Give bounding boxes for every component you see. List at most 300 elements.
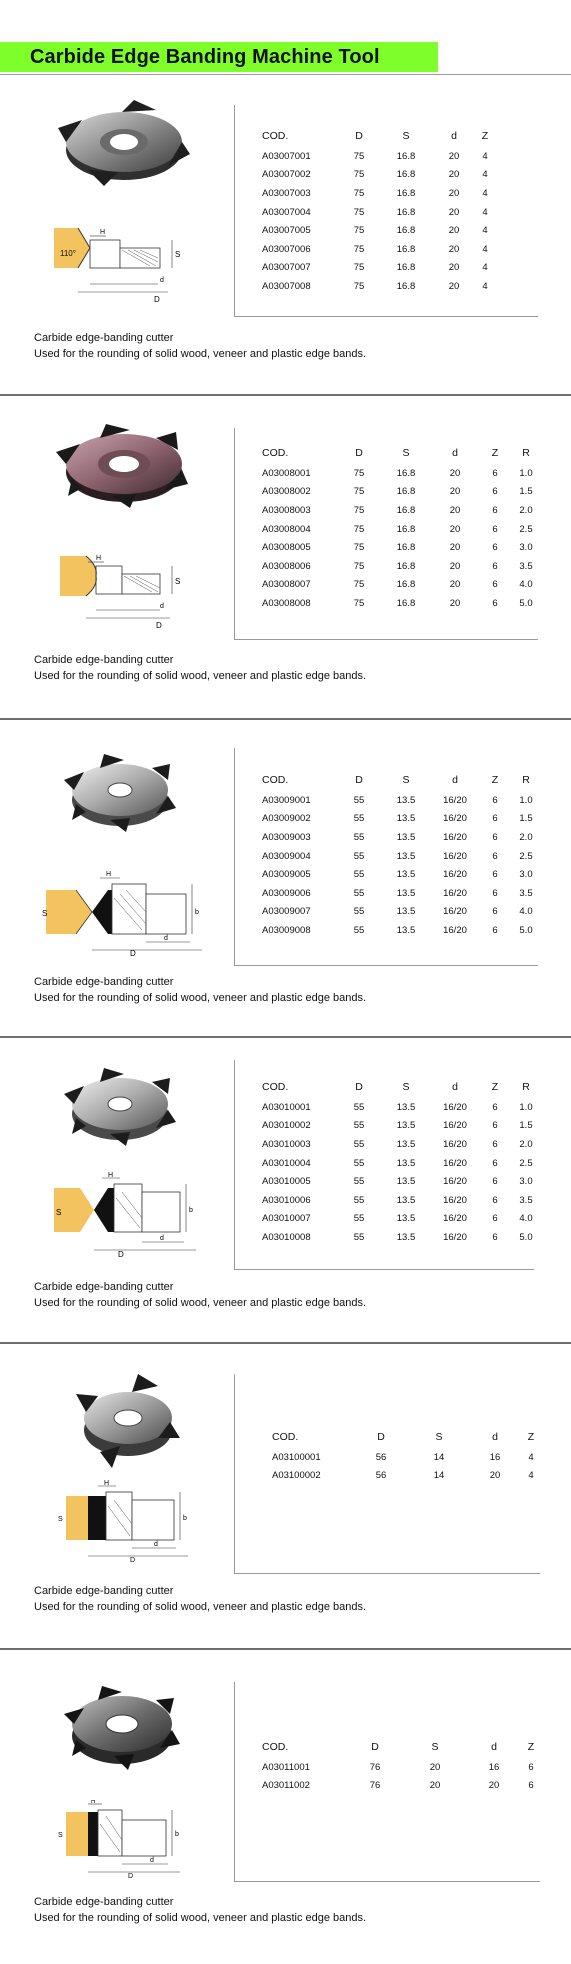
- cell: 75: [353, 504, 365, 516]
- cell: 20: [449, 560, 461, 572]
- col-header: Z: [527, 1741, 535, 1753]
- col-header: D: [355, 130, 363, 142]
- cell: 16/20: [443, 1101, 467, 1113]
- table-row: [262, 1117, 540, 1136]
- cell: A03009006: [262, 887, 311, 899]
- b-label: b: [175, 1831, 179, 1838]
- cell: 16/20: [443, 1213, 467, 1225]
- cell: 6: [492, 579, 498, 591]
- cell: 55: [353, 1157, 365, 1169]
- cell: 55: [353, 850, 365, 862]
- cell: A03010008: [262, 1231, 311, 1243]
- s-label: S: [175, 577, 181, 586]
- cell: 20: [448, 169, 460, 181]
- table-row: [262, 828, 540, 847]
- cell: 13.5: [396, 924, 416, 936]
- row-divider: [234, 639, 538, 640]
- col-header: D: [355, 774, 363, 786]
- cell: 2.5: [519, 1157, 533, 1169]
- cell: 75: [353, 560, 365, 572]
- col-header: R: [522, 1081, 530, 1093]
- cell: 16/20: [443, 1138, 467, 1150]
- row-divider: [234, 1269, 534, 1270]
- cell: A03010001: [262, 1101, 311, 1113]
- col-header: S: [402, 1081, 410, 1093]
- spec-table: [262, 769, 540, 940]
- cell: 13.5: [396, 1213, 416, 1225]
- cell: 16.8: [396, 225, 416, 237]
- cell: A03010006: [262, 1194, 311, 1206]
- cell: 13.5: [396, 813, 416, 825]
- table-row: [262, 847, 540, 866]
- cell: 4: [482, 169, 488, 181]
- cell: 6: [528, 1780, 534, 1792]
- cell: 75: [353, 467, 365, 479]
- cell: 6: [492, 1101, 498, 1113]
- cell: 3.0: [519, 869, 533, 881]
- profile-diagram: [56, 1800, 206, 1878]
- cell: A03008008: [262, 597, 311, 609]
- cell: 20: [429, 1761, 441, 1773]
- table-row: [262, 184, 494, 203]
- description-text: Used for the rounding of solid wood, veneer and plastic edge bands.: [34, 1600, 367, 1613]
- table-row: [262, 1098, 540, 1117]
- table-row: [262, 1154, 540, 1173]
- cell: 56: [375, 1451, 387, 1463]
- cell: 16/20: [443, 924, 467, 936]
- cell: 6: [492, 1176, 498, 1188]
- cell: 55: [353, 831, 365, 843]
- cutter-6-teeth-image: [62, 1684, 182, 1772]
- cell: 20: [489, 1470, 501, 1482]
- table-row: [262, 277, 494, 296]
- cell: 75: [353, 187, 365, 199]
- cell: 3.5: [519, 1194, 533, 1206]
- cell: A03008006: [262, 560, 311, 572]
- cell: 1.5: [519, 1120, 533, 1132]
- cell: A03007002: [262, 169, 311, 181]
- cell: 16.8: [396, 579, 416, 591]
- cell: 56: [375, 1470, 387, 1482]
- col-header: S: [402, 447, 410, 459]
- table-row: [262, 1135, 540, 1154]
- profile-diagram: [58, 1480, 208, 1562]
- cell: 20: [448, 187, 460, 199]
- d-large-label: D: [118, 1250, 124, 1258]
- d-small-label: d: [154, 1541, 158, 1548]
- col-header: Z: [491, 447, 499, 459]
- table-row: [262, 538, 540, 557]
- cell: 16: [489, 1451, 501, 1463]
- cutter-6-teeth-image: [60, 750, 180, 835]
- cell: A03010005: [262, 1176, 311, 1188]
- cell: A03010007: [262, 1213, 311, 1225]
- cell: 55: [353, 906, 365, 918]
- cell: 6: [492, 906, 498, 918]
- cell: 55: [353, 1101, 365, 1113]
- table-row: [262, 1191, 540, 1210]
- description-text: Used for the rounding of solid wood, veneer and plastic edge bands.: [34, 669, 367, 682]
- cell: 4: [528, 1451, 534, 1463]
- cell: A03009004: [262, 850, 311, 862]
- col-header: COD.: [272, 1431, 299, 1443]
- cell: 55: [353, 1176, 365, 1188]
- h-label: H: [96, 555, 102, 562]
- cell: 6: [492, 597, 498, 609]
- cell: 5.0: [519, 1231, 533, 1243]
- table-row: [262, 240, 494, 259]
- cell: A03008004: [262, 523, 311, 535]
- table-row: [262, 594, 540, 613]
- cell: 6: [492, 560, 498, 572]
- cell: A03009002: [262, 813, 311, 825]
- cell: 20: [448, 243, 460, 255]
- product-description: [34, 331, 366, 362]
- cell: 16/20: [443, 1194, 467, 1206]
- cell: 16.8: [396, 262, 416, 274]
- cell: 75: [353, 542, 365, 554]
- cell: 20: [449, 523, 461, 535]
- cell: A03008003: [262, 504, 311, 516]
- col-header: S: [435, 1431, 443, 1443]
- cell: 16/20: [443, 887, 467, 899]
- cell: 6: [492, 1157, 498, 1169]
- d-large-label: D: [130, 949, 136, 956]
- cell: 3.0: [519, 1176, 533, 1188]
- column-divider: [234, 428, 235, 640]
- cell: A03009005: [262, 869, 311, 881]
- section-divider: [0, 394, 571, 396]
- cell: 6: [492, 1231, 498, 1243]
- cell: 4: [482, 206, 488, 218]
- cell: 6: [492, 869, 498, 881]
- col-header: Z: [527, 1431, 535, 1443]
- spec-table: [262, 1736, 540, 1795]
- cell: 1.5: [519, 813, 533, 825]
- table-header-row: [262, 442, 540, 464]
- cell: 2.0: [519, 504, 533, 516]
- col-header: Z: [481, 130, 489, 142]
- cell: 16/20: [443, 794, 467, 806]
- spec-table: [272, 1426, 540, 1485]
- spec-table: [262, 442, 540, 613]
- cell: 1.5: [519, 486, 533, 498]
- cell: 16.8: [396, 597, 416, 609]
- description-title: Carbide edge-banding cutter: [34, 654, 174, 666]
- cell: 16.8: [396, 206, 416, 218]
- cell: 16/20: [443, 1157, 467, 1169]
- cell: 6: [492, 1194, 498, 1206]
- col-header: COD.: [262, 1081, 289, 1093]
- table-row: [262, 221, 494, 240]
- cell: 1.0: [519, 467, 533, 479]
- table-row: [262, 203, 494, 222]
- cell: 4.0: [519, 579, 533, 591]
- s-label: S: [58, 1832, 63, 1839]
- row-divider: [234, 316, 538, 317]
- description-text: Used for the rounding of solid wood, veneer and plastic edge bands.: [34, 1296, 367, 1309]
- cell: 75: [353, 523, 365, 535]
- cell: 16.8: [396, 542, 416, 554]
- column-divider: [234, 1060, 235, 1270]
- description-text: Used for the rounding of solid wood, veneer and plastic edge bands.: [34, 347, 367, 360]
- cell: 4.0: [519, 1213, 533, 1225]
- cell: 16.8: [396, 560, 416, 572]
- cell: 20: [488, 1780, 500, 1792]
- cell: 20: [449, 579, 461, 591]
- cell: 4: [482, 187, 488, 199]
- d-small-label: d: [160, 277, 164, 284]
- description-text: Used for the rounding of solid wood, veneer and plastic edge bands.: [34, 1911, 367, 1924]
- table-row: [272, 1467, 540, 1486]
- col-header: Z: [491, 1081, 499, 1093]
- cell: 13.5: [396, 1194, 416, 1206]
- table-row: [262, 1172, 540, 1191]
- h-label: H: [108, 1172, 114, 1179]
- cell: 16/20: [443, 906, 467, 918]
- cell: 13.5: [396, 1231, 416, 1243]
- table-row: [262, 576, 540, 595]
- h-label: H: [104, 1480, 110, 1487]
- h-label: H: [100, 229, 106, 236]
- cell: 55: [353, 794, 365, 806]
- cell: 14: [433, 1451, 445, 1463]
- cell: 2.0: [519, 1138, 533, 1150]
- cell: 20: [448, 206, 460, 218]
- table-header-row: [262, 1736, 540, 1758]
- cell: 6: [492, 467, 498, 479]
- s-label: S: [42, 909, 48, 918]
- table-row: [262, 1210, 540, 1229]
- cell: 55: [353, 1213, 365, 1225]
- cell: A03007008: [262, 280, 311, 292]
- cell: 6: [492, 542, 498, 554]
- cell: 4: [482, 280, 488, 292]
- cell: 4: [482, 262, 488, 274]
- cell: 75: [353, 206, 365, 218]
- cell: A03100002: [272, 1470, 321, 1482]
- d-large-label: D: [128, 1873, 134, 1878]
- cell: 13.5: [396, 887, 416, 899]
- profile-diagram: [56, 552, 196, 632]
- cell: 4: [482, 243, 488, 255]
- table-row: [262, 865, 540, 884]
- cell: 16.8: [396, 280, 416, 292]
- col-header: D: [371, 1741, 379, 1753]
- description-text: Used for the rounding of solid wood, veneer and plastic edge bands.: [34, 991, 367, 1004]
- cell: 13.5: [396, 1176, 416, 1188]
- spec-table: [262, 125, 494, 296]
- cell: 75: [353, 597, 365, 609]
- cell: A03009001: [262, 794, 311, 806]
- cell: 16.8: [396, 467, 416, 479]
- profile-diagram: [50, 226, 190, 306]
- section-divider: [0, 1648, 571, 1650]
- cell: 5.0: [519, 597, 533, 609]
- cell: 13.5: [396, 831, 416, 843]
- cell: 13.5: [396, 1157, 416, 1169]
- table-row: [262, 903, 540, 922]
- cell: A03009008: [262, 924, 311, 936]
- table-row: [262, 921, 540, 940]
- section-divider: [0, 1036, 571, 1038]
- cell: 16/20: [443, 1120, 467, 1132]
- col-header: d: [452, 1081, 458, 1093]
- description-title: Carbide edge-banding cutter: [34, 332, 174, 344]
- cell: 16/20: [443, 1231, 467, 1243]
- cell: 6: [492, 1120, 498, 1132]
- product-description: [34, 1280, 366, 1311]
- table-header-row: [262, 769, 540, 791]
- table-header-row: [272, 1426, 540, 1448]
- cell: 6: [492, 924, 498, 936]
- col-header: R: [522, 774, 530, 786]
- cell: 1.0: [519, 1101, 533, 1113]
- cell: 75: [353, 579, 365, 591]
- section-divider: [0, 1342, 571, 1344]
- cell: 16.8: [396, 169, 416, 181]
- b-label: b: [189, 1207, 193, 1214]
- description-title: Carbide edge-banding cutter: [34, 976, 174, 988]
- cell: 76: [369, 1761, 381, 1773]
- col-header: d: [452, 447, 458, 459]
- col-header: S: [402, 774, 410, 786]
- cell: 75: [353, 280, 365, 292]
- cell: 55: [353, 813, 365, 825]
- table-header-row: [262, 125, 494, 147]
- cell: A03007007: [262, 262, 311, 274]
- cell: 16/20: [443, 831, 467, 843]
- cell: A03010003: [262, 1138, 311, 1150]
- description-title: Carbide edge-banding cutter: [34, 1281, 174, 1293]
- cell: 4: [482, 150, 488, 162]
- col-header: d: [492, 1431, 498, 1443]
- cutter-coated-image: [52, 420, 192, 515]
- cell: 1.0: [519, 794, 533, 806]
- cell: 20: [449, 542, 461, 554]
- col-header: D: [355, 1081, 363, 1093]
- cell: A03010002: [262, 1120, 311, 1132]
- d-small-label: d: [164, 935, 168, 942]
- col-header: d: [451, 130, 457, 142]
- header-divider: [0, 74, 571, 75]
- cell: 20: [449, 597, 461, 609]
- cell: 20: [448, 150, 460, 162]
- table-row: [262, 884, 540, 903]
- cell: 13.5: [396, 1138, 416, 1150]
- column-divider: [234, 748, 235, 966]
- row-divider: [234, 965, 538, 966]
- cell: 6: [492, 831, 498, 843]
- cell: 6: [492, 486, 498, 498]
- table-row: [262, 501, 540, 520]
- table-row: [262, 147, 494, 166]
- col-header: COD.: [262, 447, 289, 459]
- cell: 13.5: [396, 850, 416, 862]
- table-row: [262, 520, 540, 539]
- product-description: [34, 1584, 366, 1615]
- section-divider: [0, 718, 571, 720]
- table-row: [262, 1758, 540, 1777]
- cell: 20: [448, 262, 460, 274]
- d-large-label: D: [156, 621, 162, 630]
- cell: 2.0: [519, 831, 533, 843]
- s-label: S: [56, 1208, 62, 1217]
- description-title: Carbide edge-banding cutter: [34, 1896, 174, 1908]
- profile-diagram: [42, 870, 212, 956]
- cell: 13.5: [396, 1101, 416, 1113]
- cell: 55: [353, 887, 365, 899]
- d-large-label: D: [130, 1557, 136, 1562]
- product-description: [34, 653, 366, 684]
- cell: 16.8: [396, 243, 416, 255]
- cell: 6: [492, 504, 498, 516]
- table-row: [262, 166, 494, 185]
- product-description: [34, 975, 366, 1006]
- cell: 76: [369, 1780, 381, 1792]
- col-header: COD.: [262, 1741, 289, 1753]
- column-divider: [234, 105, 235, 317]
- h-label: H: [106, 871, 112, 878]
- cell: 55: [353, 924, 365, 936]
- cutter-4-teeth-image: [52, 98, 192, 193]
- cell: 4: [482, 225, 488, 237]
- cell: A03008007: [262, 579, 311, 591]
- table-row: [262, 810, 540, 829]
- row-divider: [234, 1881, 540, 1882]
- table-row: [262, 259, 494, 278]
- cell: A03008001: [262, 467, 311, 479]
- b-label: b: [195, 909, 199, 916]
- cell: 6: [492, 794, 498, 806]
- cell: A03009007: [262, 906, 311, 918]
- cell: A03008005: [262, 542, 311, 554]
- cell: 16/20: [443, 869, 467, 881]
- cell: 20: [448, 225, 460, 237]
- cell: 6: [492, 850, 498, 862]
- description-title: Carbide edge-banding cutter: [34, 1585, 174, 1597]
- d-large-label: D: [154, 295, 160, 304]
- cell: 20: [449, 467, 461, 479]
- cell: 14: [433, 1470, 445, 1482]
- cell: 3.0: [519, 542, 533, 554]
- col-header: Z: [491, 774, 499, 786]
- d-small-label: d: [150, 1857, 154, 1864]
- column-divider: [234, 1374, 235, 1574]
- cell: 16.8: [396, 187, 416, 199]
- cell: 2.5: [519, 523, 533, 535]
- cell: 16.8: [396, 504, 416, 516]
- cell: 13.5: [396, 1120, 416, 1132]
- cell: 13.5: [396, 794, 416, 806]
- cell: 3.5: [519, 560, 533, 572]
- cell: 20: [429, 1780, 441, 1792]
- cutter-4-teeth-image: [72, 1372, 182, 1472]
- cell: 16/20: [443, 850, 467, 862]
- cell: 6: [528, 1761, 534, 1773]
- cell: A03100001: [272, 1451, 321, 1463]
- cell: 75: [353, 262, 365, 274]
- cell: 75: [353, 243, 365, 255]
- col-header: S: [402, 130, 410, 142]
- cell: 20: [449, 504, 461, 516]
- cell: A03008002: [262, 486, 311, 498]
- cell: 16: [488, 1761, 500, 1773]
- cell: 6: [492, 1213, 498, 1225]
- cell: 20: [449, 486, 461, 498]
- cell: A03007001: [262, 150, 311, 162]
- column-divider: [234, 1682, 235, 1882]
